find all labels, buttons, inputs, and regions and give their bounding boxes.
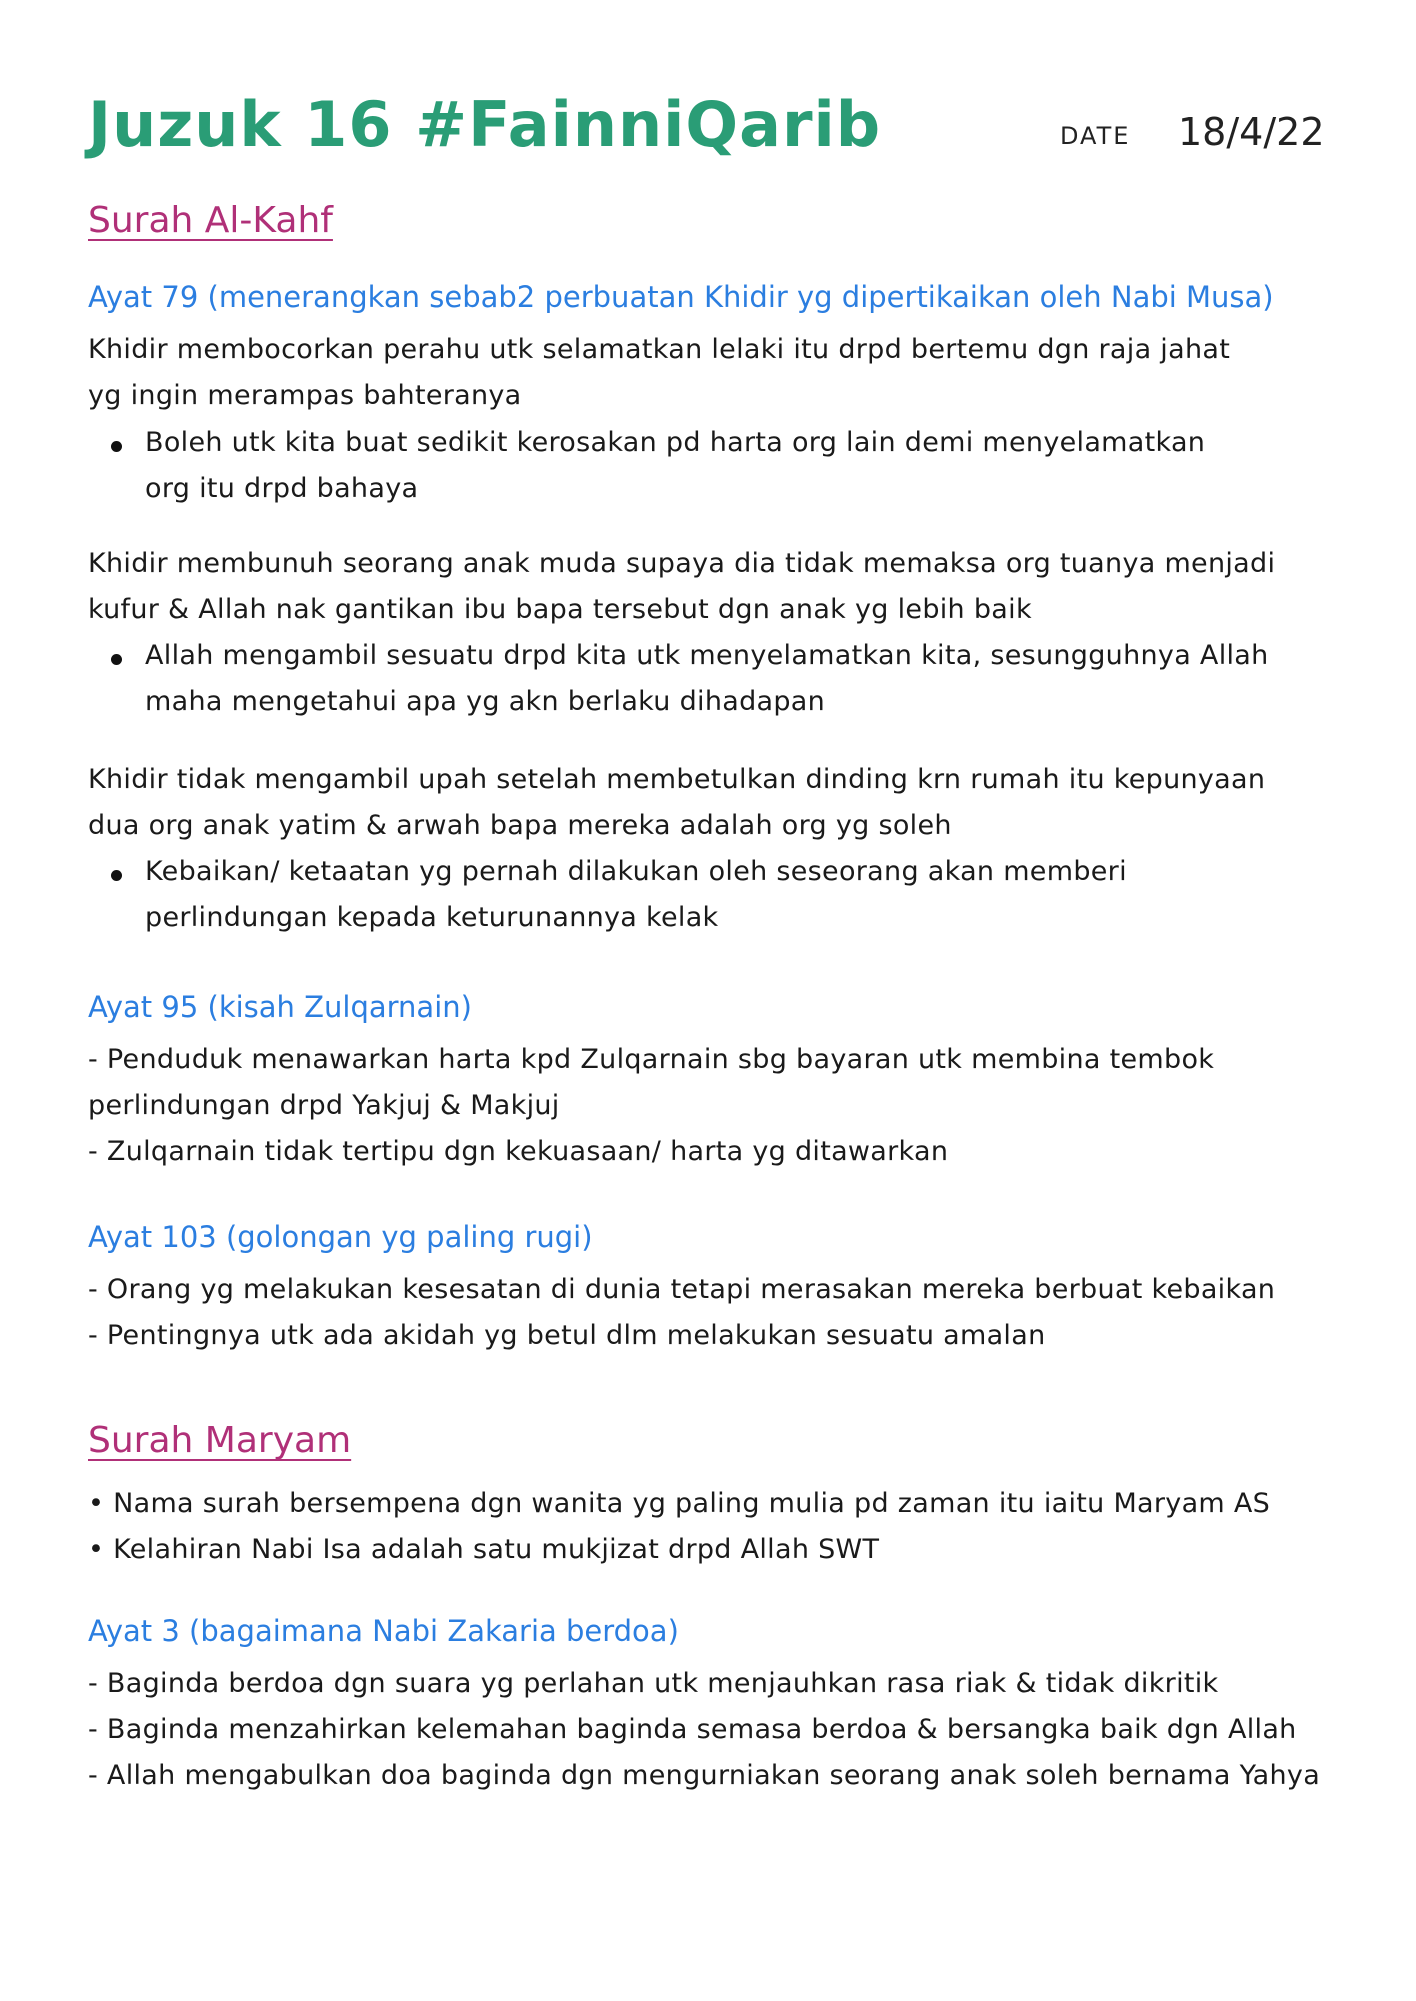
note-line: - Penduduk menawarkan harta kpd Zulqarnain sbg bayaran utk membina tembok — [88, 1044, 1215, 1075]
note-line: Khidir membocorkan perahu utk selamatkan lelaki itu drpd bertemu dgn raja jahat — [88, 334, 1231, 365]
note-line: - Baginda berdoa dgn suara yg perlahan utk menjauhkan rasa riak & tidak dikritik — [88, 1668, 1219, 1699]
surah-maryam-heading: Surah Maryam — [88, 1420, 352, 1461]
note-line: yg ingin merampas bahteranya — [88, 380, 522, 411]
note-line: - Baginda menzahirkan kelemahan baginda semasa berdoa & bersangka baik dgn Allah — [88, 1714, 1297, 1745]
note-line: - Pentingnya utk ada akidah yg betul dlm melakukan sesuatu amalan — [88, 1320, 1046, 1351]
note-line: - Orang yg melakukan kesesatan di dunia tetapi merasakan mereka berbuat kebaikan — [88, 1274, 1276, 1305]
surah-al-kahf-heading: Surah Al-Kahf — [88, 200, 333, 241]
note-line: • Kelahiran Nabi Isa adalah satu mukjizat drpd Allah SWT — [88, 1534, 880, 1565]
bullet-line: Kebaikan/ ketaatan yg pernah dilakukan oleh seseorang akan memberi — [145, 856, 1127, 887]
ayat-79-heading: Ayat 79 (menerangkan sebab2 perbuatan Khidir yg dipertikaikan oleh Nabi Musa) — [88, 280, 1274, 314]
page-title: Juzuk 16 #FainniQarib — [88, 88, 882, 161]
ayat-103-heading: Ayat 103 (golongan yg paling rugi) — [88, 1220, 593, 1254]
date-value: 18/4/22 — [1178, 110, 1325, 154]
note-line: Khidir tidak mengambil upah setelah membetulkan dinding krn rumah itu kepunyaan — [88, 764, 1266, 795]
date-label: DATE — [1060, 122, 1131, 150]
note-line: Khidir membunuh seorang anak muda supaya dia tidak memaksa org tuanya menjadi — [88, 548, 1276, 579]
note-line: dua org anak yatim & arwah bapa mereka adalah org yg soleh — [88, 810, 952, 841]
note-line: kufur & Allah nak gantikan ibu bapa tersebut dgn anak yg lebih baik — [88, 594, 1032, 625]
note-line: • Nama surah bersempena dgn wanita yg paling mulia pd zaman itu iaitu Maryam AS — [88, 1488, 1271, 1519]
bullet-line: Allah mengambil sesuatu drpd kita utk menyelamatkan kita, sesungguhnya Allah — [145, 640, 1269, 671]
note-line: - Zulqarnain tidak tertipu dgn kekuasaan/ harta yg ditawarkan — [88, 1136, 949, 1167]
ayat-3-heading: Ayat 3 (bagaimana Nabi Zakaria berdoa) — [88, 1614, 679, 1648]
note-line: perlindungan drpd Yakjuj & Makjuj — [88, 1090, 560, 1121]
bullet-dot — [111, 654, 122, 665]
bullet-line: maha mengetahui apa yg akn berlaku dihadapan — [145, 686, 826, 717]
bullet-line: perlindungan kepada keturunannya kelak — [145, 902, 719, 933]
bullet-dot — [111, 441, 122, 452]
bullet-line: org itu drpd bahaya — [145, 473, 419, 504]
bullet-dot — [111, 870, 122, 881]
bullet-line: Boleh utk kita buat sedikit kerosakan pd harta org lain demi menyelamatkan — [145, 427, 1206, 458]
note-line: - Allah mengabulkan doa baginda dgn mengurniakan seorang anak soleh bernama Yahya — [88, 1760, 1321, 1791]
ayat-95-heading: Ayat 95 (kisah Zulqarnain) — [88, 990, 472, 1024]
